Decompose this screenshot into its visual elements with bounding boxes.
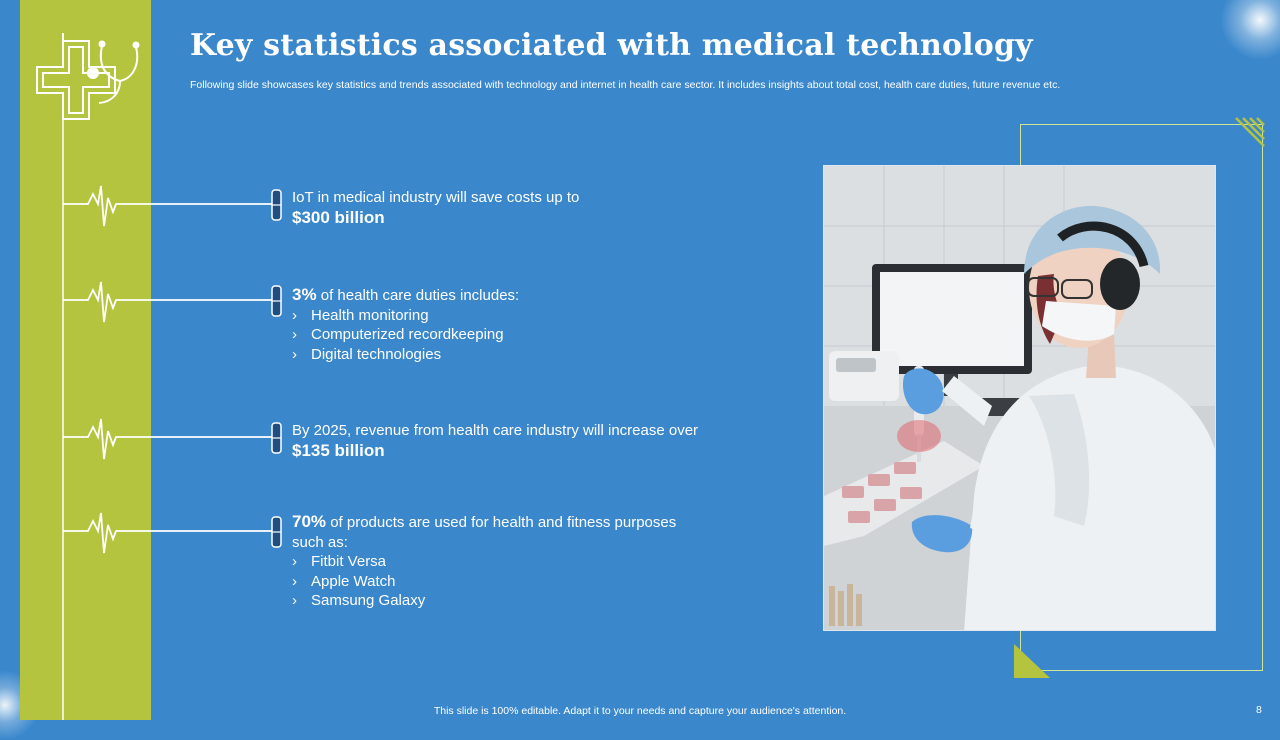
triangle-corner-accent bbox=[1014, 644, 1050, 678]
light-glow-top-right bbox=[1220, 0, 1280, 60]
bullet-item: › Apple Watch bbox=[292, 572, 712, 592]
timeline-art bbox=[0, 0, 290, 720]
bullet-item: › Digital technologies bbox=[292, 345, 732, 365]
bullet-item: › Health monitoring bbox=[292, 306, 732, 326]
heartbeat-pulse-icon bbox=[63, 282, 272, 322]
timeline-node-3 bbox=[63, 419, 281, 459]
stat-highlight: $135 billion bbox=[292, 440, 385, 460]
striped-corner-accent bbox=[1234, 116, 1266, 148]
stat-lead: of health care duties includes: bbox=[316, 287, 520, 304]
timeline-node-2 bbox=[63, 282, 281, 322]
bullet-list bbox=[292, 552, 712, 611]
stat-highlight: 3% bbox=[292, 285, 317, 304]
timeline-node-4 bbox=[63, 513, 281, 553]
stat-item-health-duties bbox=[292, 285, 732, 364]
bullet-list bbox=[292, 306, 732, 365]
stat-lead: of products are used for health and fitness purposes such as: bbox=[292, 514, 677, 551]
lab-scientist-photo bbox=[823, 165, 1216, 631]
slide-footer-note: This slide is 100% editable. Adapt it to your needs and capture your audience's attention. bbox=[433, 705, 847, 717]
bullet-item: › Computerized recordkeeping bbox=[292, 325, 732, 345]
bullet-item: › Samsung Galaxy bbox=[292, 591, 712, 611]
stat-lead: IoT in medical industry will save costs up to bbox=[292, 189, 580, 206]
page-number: 8 bbox=[1256, 704, 1262, 716]
stat-lead: By 2025, revenue from health care industry will increase over bbox=[292, 422, 699, 439]
stat-item-cost-savings bbox=[292, 188, 732, 228]
stat-highlight: 70% bbox=[292, 512, 327, 531]
stat-item-revenue bbox=[292, 421, 702, 461]
stat-item-fitness-products bbox=[292, 512, 712, 611]
heartbeat-pulse-icon bbox=[63, 186, 272, 226]
medical-cross-stethoscope-icon bbox=[37, 33, 139, 119]
heartbeat-pulse-icon bbox=[63, 513, 272, 553]
bullet-item: › Fitbit Versa bbox=[292, 552, 712, 572]
slide-title: Key statistics associated with medical technology bbox=[190, 28, 1033, 63]
timeline-node-1 bbox=[63, 186, 281, 226]
stat-highlight: $300 billion bbox=[292, 207, 385, 227]
slide-subtitle: Following slide showcases key statistics and trends associated with technology and internet in health care sector. It includes insights about total cost, health care duties, future revenue etc. bbox=[190, 79, 1061, 91]
heartbeat-pulse-icon bbox=[63, 419, 272, 459]
